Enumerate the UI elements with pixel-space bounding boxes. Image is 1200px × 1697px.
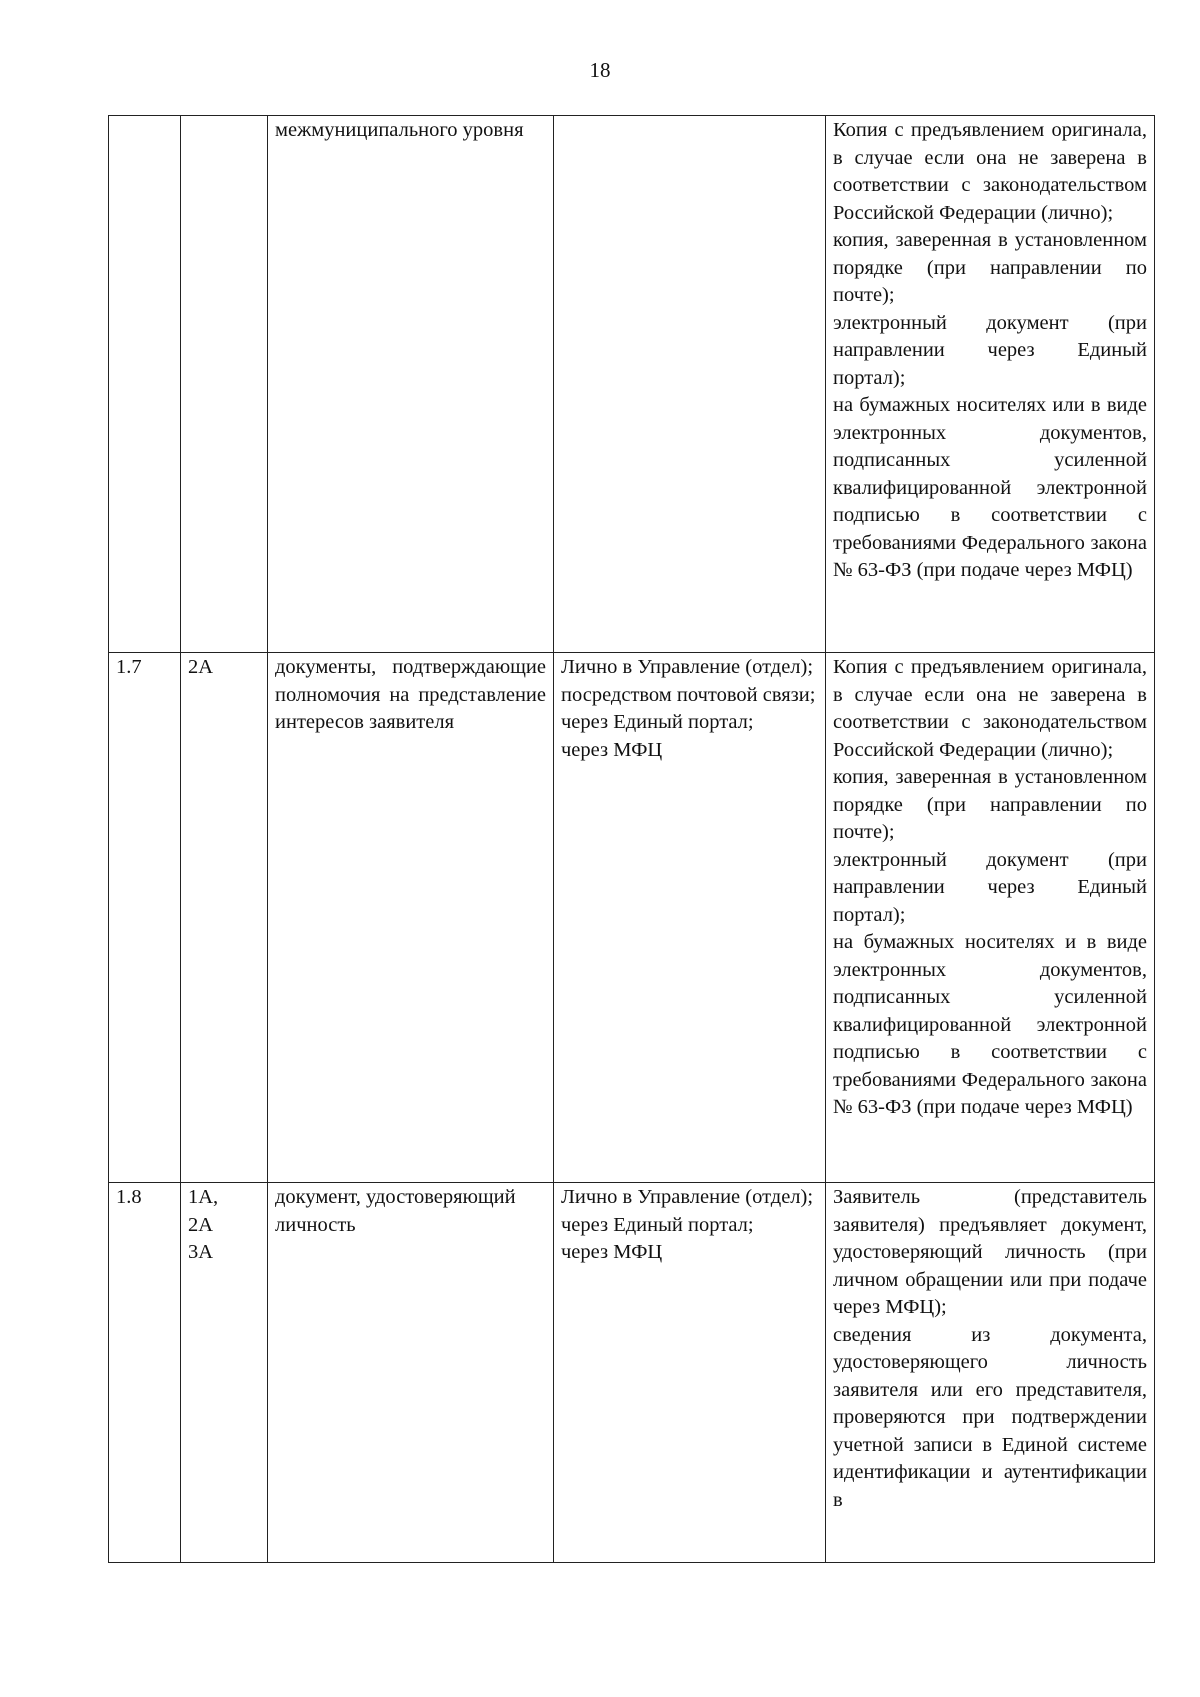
category-cell: 1А, 2А 3А — [181, 1183, 268, 1563]
form-line: Заявитель (представитель заявителя) предъявляет документ, удостоверяющий личность (при личном обращении или при подаче через МФЦ); — [833, 1186, 1147, 1318]
form-line: копия, заверенная в установленном порядке (при направлении по почте); — [833, 229, 1147, 306]
form-line: на бумажных носителях и в виде электронных документов, подписанных усиленной квалифицированной электронной подписью в соответствии с требованиями Федерального закона № 63-ФЗ (при подаче через МФЦ) — [833, 931, 1147, 1118]
submission-method-cell — [554, 653, 826, 1183]
document-form-cell — [826, 1183, 1155, 1563]
form-line: на бумажных носителях или в виде электронных документов, подписанных усиленной квалифицированной электронной подписью в соответствии с требованиями Федерального закона № 63-ФЗ (при подаче через МФЦ) — [833, 394, 1147, 581]
row-number-cell — [109, 116, 181, 653]
row-number-cell: 1.7 — [109, 653, 181, 1183]
documents-table — [108, 115, 1155, 1563]
document-form-cell — [826, 116, 1155, 653]
page-number: 18 — [589, 58, 611, 82]
method-line: через Единый портал; — [561, 711, 754, 733]
method-line: через МФЦ — [561, 738, 663, 761]
submission-method-cell — [554, 1183, 826, 1563]
form-line: копия, заверенная в установленном порядке (при направлении по почте); — [833, 766, 1147, 843]
category-cell — [181, 116, 268, 653]
document-form-cell — [826, 653, 1155, 1183]
form-line: электронный документ (при направлении через Единый портал); — [833, 311, 1147, 389]
form-line: Копия с предъявлением оригинала, в случае если она не заверена в соответствии с законодательством Российской Федерации (лично); — [833, 119, 1147, 224]
document-name-cell: документ, удостоверяющий личность — [268, 1183, 554, 1563]
document-name-cell: документы, подтверждающие полномочия на представление интересов заявителя — [268, 653, 554, 1183]
method-line: через Единый портал; — [561, 1213, 754, 1236]
table-row — [109, 653, 1155, 1183]
form-line: сведения из документа, удостоверяющего личность заявителя или его представителя, проверяются при подтверждении учетной записи в Единой системе идентификации и аутентификации в — [833, 1323, 1147, 1511]
submission-method-cell — [554, 116, 826, 653]
table-row — [109, 1183, 1155, 1563]
method-line: посредством почтовой связи; — [561, 683, 816, 706]
form-line: электронный документ (при направлении через Единый портал); — [833, 848, 1147, 926]
category-cell: 2А — [181, 653, 268, 1183]
method-line: Лично в Управление (отдел); — [561, 1186, 814, 1208]
method-line: через МФЦ — [561, 1241, 663, 1263]
form-line: Копия с предъявлением оригинала, в случае если она не заверена в соответствии с законодательством Российской Федерации (лично); — [833, 656, 1147, 761]
method-line: Лично в Управление (отдел); — [561, 656, 814, 678]
row-number-cell: 1.8 — [109, 1183, 181, 1563]
document-name-cell: межмуниципального уровня — [268, 116, 554, 653]
table-row — [109, 116, 1155, 653]
